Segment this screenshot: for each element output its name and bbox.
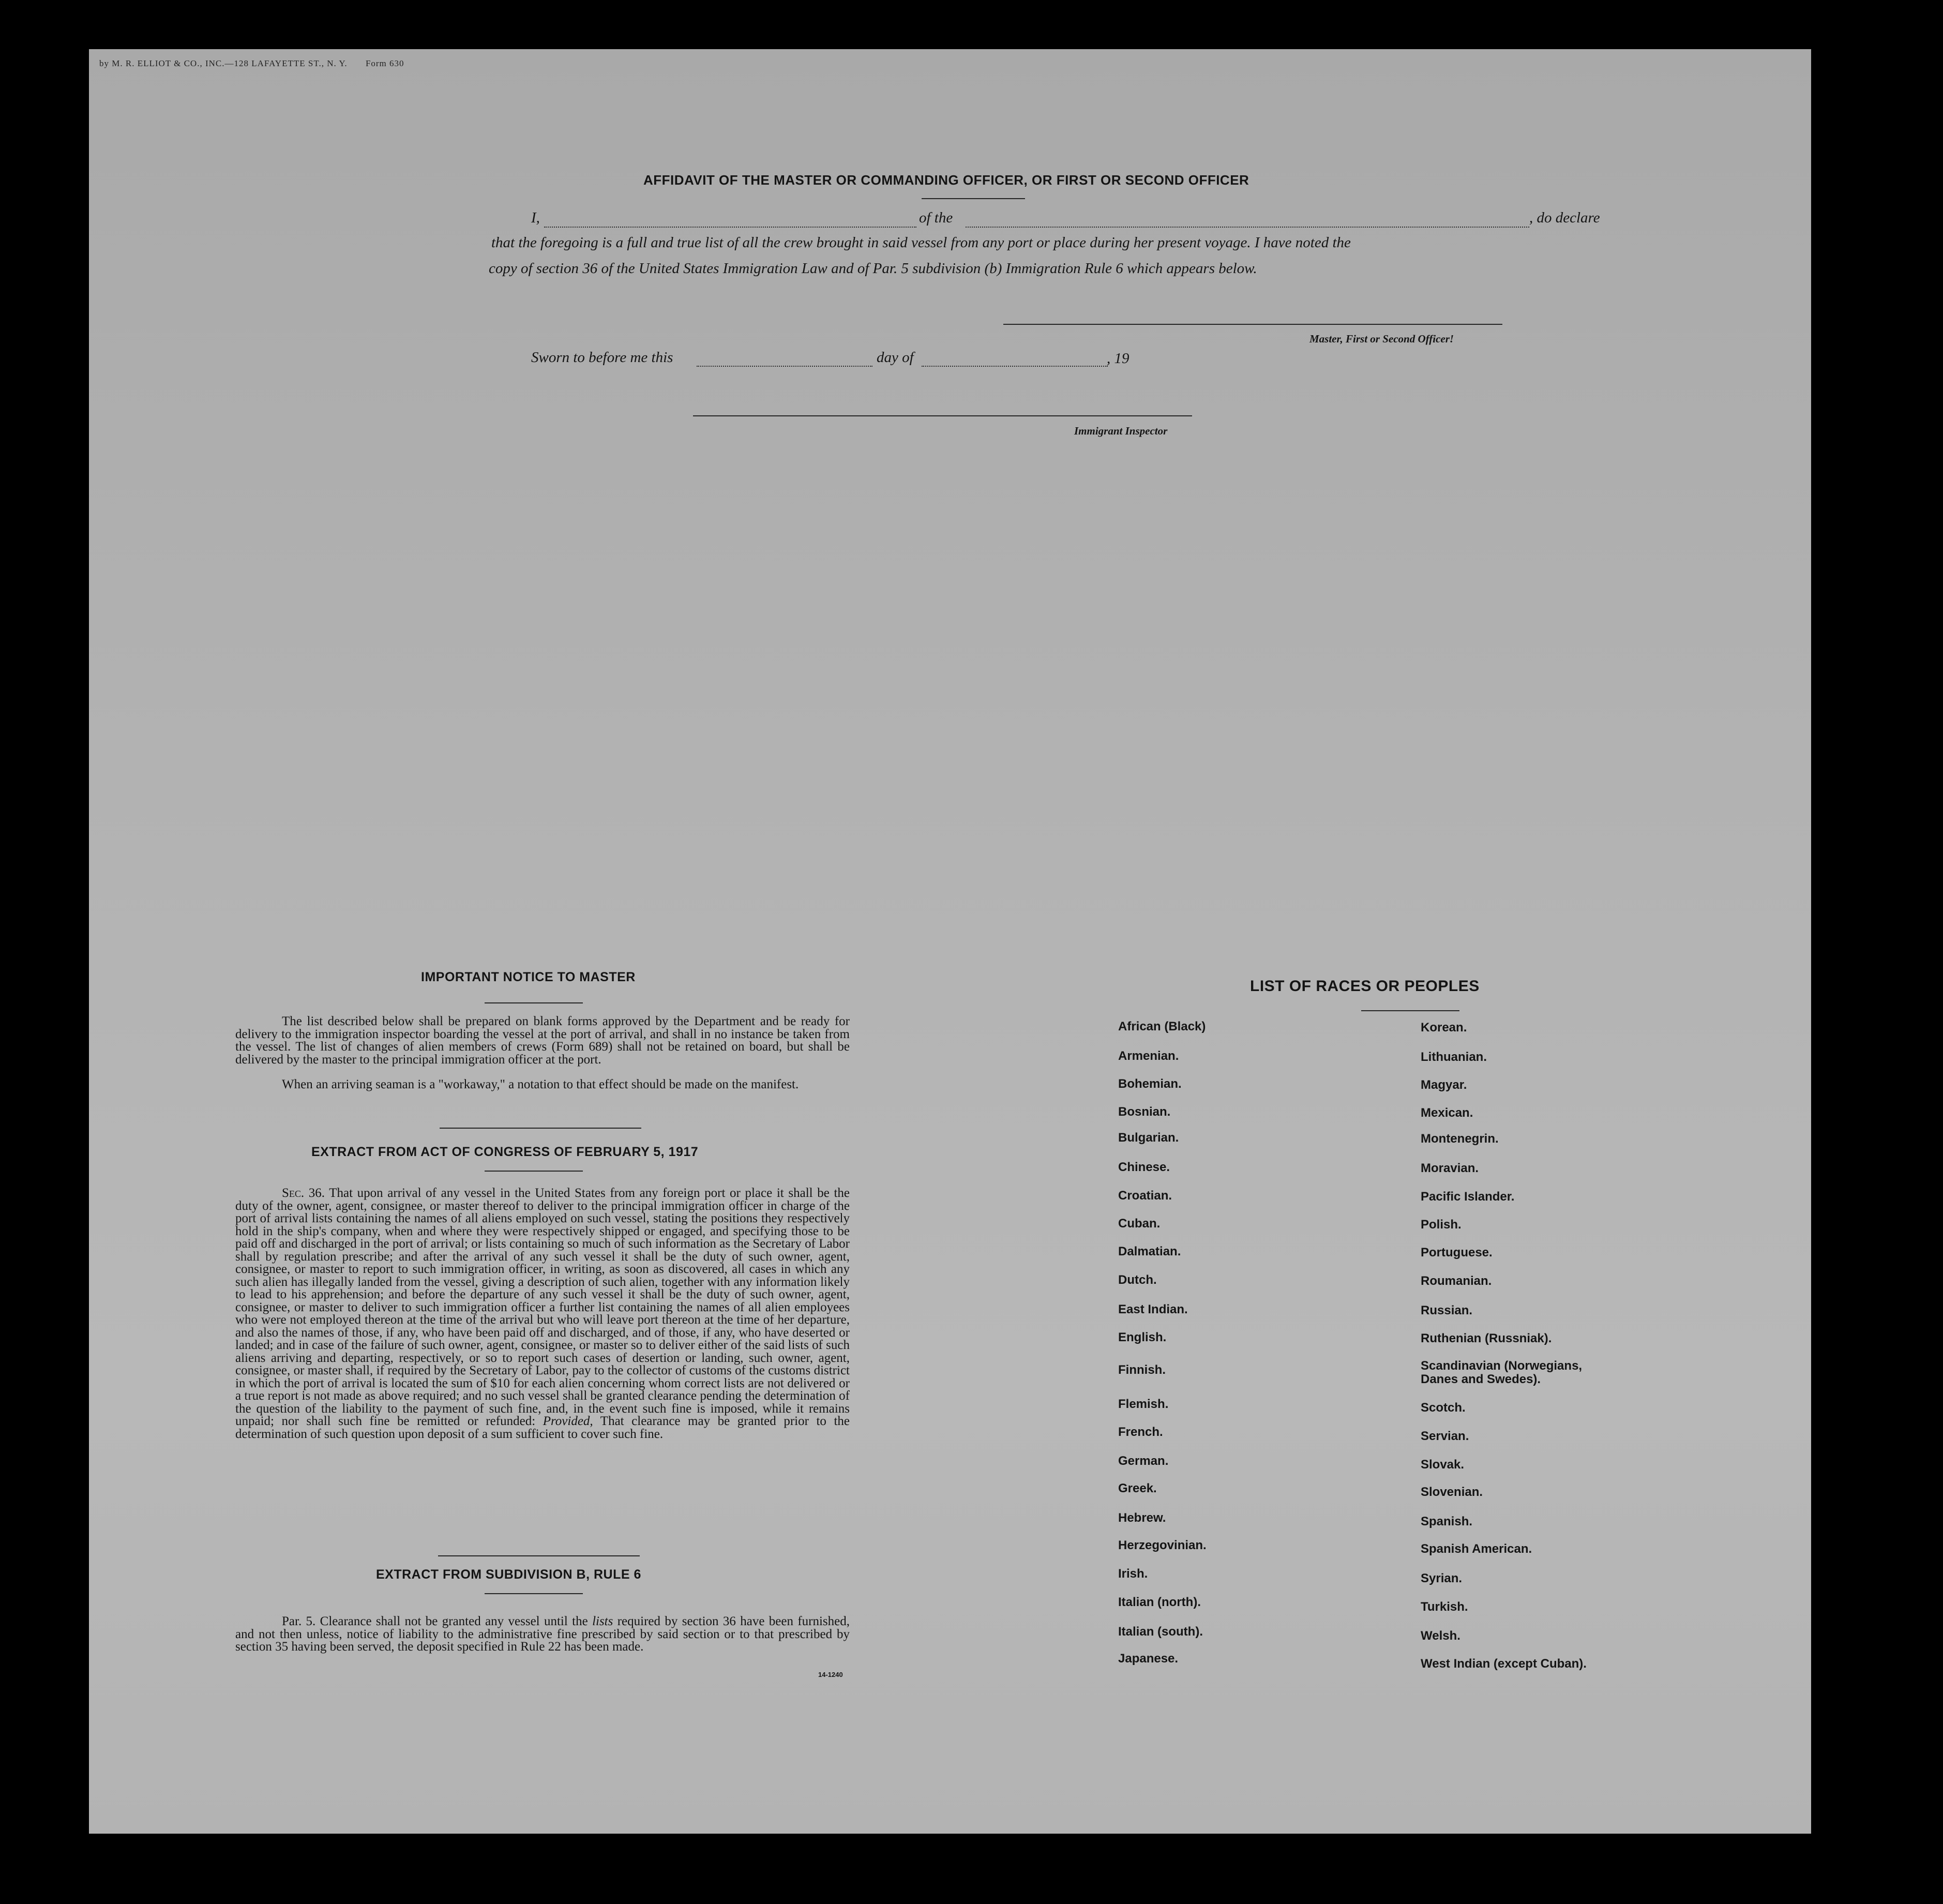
form-sheet: [89, 49, 1811, 1834]
inspector-signature-line[interactable]: [693, 415, 1192, 416]
divider: [485, 1171, 583, 1172]
master-signature-label: Master, First or Second Officer!: [1309, 333, 1454, 345]
race-item: Flemish.: [1118, 1397, 1169, 1411]
race-item: Scotch.: [1421, 1401, 1466, 1415]
divider: [485, 1002, 583, 1003]
printer-imprint: by M. R. ELLIOT & CO., INC.—128 LAFAYETTE ST., N. Y. Form 630: [99, 58, 404, 68]
sworn-day-field[interactable]: [697, 366, 872, 367]
master-signature-line[interactable]: [1003, 324, 1502, 325]
divider: [440, 1128, 641, 1129]
race-item: Bosnian.: [1118, 1105, 1171, 1119]
race-item: Herzegovinian.: [1118, 1538, 1207, 1552]
race-item: Korean.: [1421, 1021, 1467, 1035]
affidavit-line-3: copy of section 36 of the United States Immigration Law and of Par. 5 subdivision (b) Immigration Rule 6 which appears below.: [489, 260, 1257, 277]
name-field[interactable]: [544, 227, 916, 228]
race-item: Greek.: [1118, 1481, 1157, 1495]
binder-hole: [1831, 1534, 1855, 1557]
sworn-day-of-label: day of: [877, 349, 914, 366]
race-item: Syrian.: [1421, 1571, 1463, 1585]
divider: [1361, 1010, 1459, 1011]
race-item: Spanish American.: [1421, 1542, 1532, 1556]
affidavit-line-2: that the foregoing is a full and true list of all the crew brought in said vessel from any port or place during her present voyage. I have noted the: [491, 234, 1351, 251]
race-item: Welsh.: [1421, 1629, 1460, 1643]
race-item: African (Black): [1118, 1020, 1206, 1033]
race-item: Finnish.: [1118, 1363, 1166, 1377]
race-item: Dutch.: [1118, 1273, 1157, 1287]
race-item: Portuguese.: [1421, 1246, 1493, 1260]
race-item: Chinese.: [1118, 1160, 1170, 1174]
race-item: Russian.: [1421, 1303, 1473, 1317]
race-item: Irish.: [1118, 1567, 1148, 1581]
rule-extract-title: EXTRACT FROM SUBDIVISION B, RULE 6: [376, 1567, 641, 1582]
race-item: English.: [1118, 1330, 1167, 1344]
binder-hole: [1852, 719, 1876, 743]
race-item: Slovenian.: [1421, 1485, 1483, 1499]
rule-extract-text: Par. 5. Clearance shall not be granted any vessel until the lists required by section 36 have been furnished, and not then unless, notice of liability to the administrative fine prescribed by said section or to that prescribed by section 35 having been served, the deposit specified in Rule 22 has been made.: [235, 1614, 850, 1654]
sworn-year-label: , 19: [1107, 350, 1129, 367]
race-item: Mexican.: [1421, 1106, 1473, 1120]
binder-hole: [1842, 1279, 1866, 1302]
race-item: Cuban.: [1118, 1217, 1161, 1231]
act-extract-title: EXTRACT FROM ACT OF CONGRESS OF FEBRUARY 5, 1917: [311, 1145, 699, 1159]
inspector-label: Immigrant Inspector: [1074, 425, 1168, 437]
notice-paragraph-2: When an arriving seaman is a "workaway," a notation to that effect should be made on the manifest.: [282, 1077, 799, 1091]
race-item: Moravian.: [1421, 1161, 1479, 1175]
binder-hole: [1852, 639, 1876, 663]
race-item: Hebrew.: [1118, 1511, 1166, 1525]
sworn-month-field[interactable]: [922, 366, 1108, 367]
race-item: Slovak.: [1421, 1458, 1465, 1472]
race-item: Servian.: [1421, 1429, 1469, 1443]
divider: [485, 1593, 583, 1594]
race-item: French.: [1118, 1425, 1163, 1439]
race-item: Italian (north).: [1118, 1595, 1201, 1609]
binder-hole: [1842, 1198, 1866, 1222]
race-item: Dalmatian.: [1118, 1245, 1181, 1258]
race-item: Magyar.: [1421, 1078, 1467, 1092]
race-item: Japanese.: [1118, 1652, 1179, 1666]
race-item: East Indian.: [1118, 1302, 1188, 1316]
race-item: Pacific Islander.: [1421, 1190, 1515, 1204]
race-item: West Indian (except Cuban).: [1421, 1657, 1587, 1671]
race-item: Scandinavian (Norwegians, Danes and Swedes).: [1421, 1359, 1583, 1386]
binder-hole: [1858, 379, 1882, 402]
race-item: Croatian.: [1118, 1189, 1172, 1203]
race-item: Italian (south).: [1118, 1625, 1203, 1639]
races-title: LIST OF RACES OR PEOPLES: [1250, 978, 1480, 995]
race-item: Turkish.: [1421, 1600, 1468, 1614]
race-item: Roumanian.: [1421, 1274, 1492, 1288]
race-item: Ruthenian (Russniak).: [1421, 1331, 1552, 1345]
race-item: Spanish.: [1421, 1515, 1473, 1528]
race-item: Lithuanian.: [1421, 1050, 1487, 1064]
race-item: Polish.: [1421, 1218, 1462, 1232]
race-item: German.: [1118, 1454, 1169, 1468]
form-code: 14-1240: [818, 1671, 843, 1678]
race-item: Bulgarian.: [1118, 1131, 1179, 1145]
binder-hole: [1831, 1614, 1855, 1638]
divider: [922, 198, 1025, 199]
binder-hole: [1858, 298, 1882, 322]
affidavit-declare-label: , do declare: [1529, 209, 1600, 226]
race-item: Montenegrin.: [1421, 1132, 1499, 1146]
race-item: Bohemian.: [1118, 1077, 1182, 1091]
act-extract-text: Sec. 36. That upon arrival of any vessel in the United States from any foreign port or place it shall be the duty of the owner, agent, consignee, or master thereof to deliver to the principal immigration officer in charge of the port of arrival lists containing the names of all aliens employed on such vessel, stating the positions they respectively hold in the ship's company, when and where they were respectively shipped or engaged, and specifying those to be paid off and discharged in the port of arrival; or lists containing so much of such information as the Secretary of Labor shall by regulation prescribe; and after the arrival of any such vessel it shall be the duty of such owner, agent, consignee, or master to report to such immigration officer, in writing, as soon as discovered, all cases in which any such alien has illegally landed from the vessel, giving a description of such alien, together with any information likely to lead to his apprehension; and before the departure of any such vessel it shall be the duty of such owner, agent, consignee, or master to deliver to such immigration officer a further list containing the names of all alien employees who were not employed thereon at the time of the arrival but who will leave port thereon at the time of her departure, and also the names of those, if any, who have been paid off and discharged, and of those, if any, who have deserted or landed; and in case of the failure of such owner, agent, consignee, or master so to deliver either of the said lists of such aliens arriving and departing, respectively, or so to report such cases of desertion or landing, such owner, agent, consignee, or master shall, if required by the Secretary of Labor, pay to the collector of customs of the customs district in which the port of arrival is located the sum of $10 for each alien concerning whom correct lists are not delivered or a true report is not made as above required; and no such vessel shall be granted clearance pending the determination of the question of the liability to the payment of such fine, and, in the event such fine is imposed, while it remains unpaid; nor shall such fine be remitted or refunded: Provided, That clearance may be granted prior to the determination of such question upon deposit of a sum sufficient to cover such fine.: [235, 1186, 850, 1441]
notice-paragraph-1: The list described below shall be prepared on blank forms approved by the Department and be ready for delivery to the immigration inspector boarding the vessel at the port of arrival, and shall in no instance be taken from the vessel. The list of changes of alien members of crews (Form 689) shall not be retained on board, but shall be delivered by the master to the principal immigration officer at the port.: [235, 1014, 850, 1067]
affidavit-of-the-label: of the: [919, 209, 953, 226]
notice-title: IMPORTANT NOTICE TO MASTER: [421, 970, 636, 984]
sworn-label: Sworn to before me this: [531, 349, 673, 366]
vessel-field[interactable]: [966, 227, 1529, 228]
affidavit-title: AFFIDAVIT OF THE MASTER OR COMMANDING OFFICER, OR FIRST OR SECOND OFFICER: [643, 172, 1249, 188]
race-item: Armenian.: [1118, 1049, 1179, 1063]
affidavit-i-label: I,: [531, 209, 540, 226]
divider: [438, 1555, 640, 1556]
